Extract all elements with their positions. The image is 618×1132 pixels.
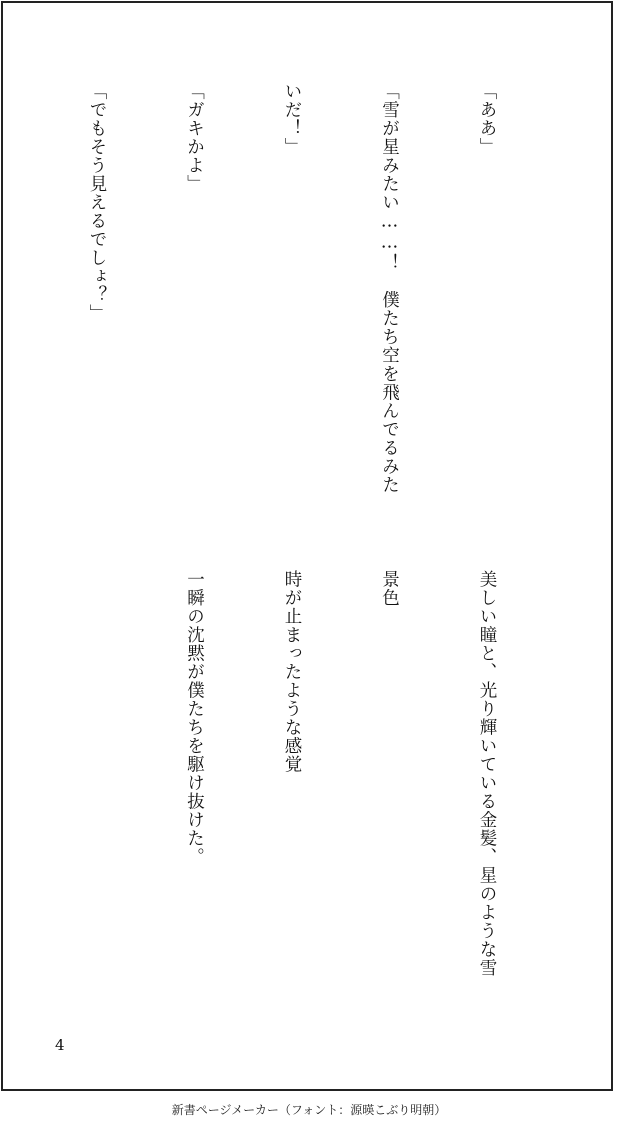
blank-line bbox=[0, 82, 16, 522]
page-number: 4 bbox=[55, 1036, 65, 1054]
text-line: 「ああ」 bbox=[477, 82, 497, 156]
text-line: 時が止まったような感覚 bbox=[282, 570, 302, 774]
text-line: いだ！」 bbox=[282, 82, 302, 156]
upper-text-column bbox=[48, 82, 568, 522]
lower-text-column bbox=[48, 570, 568, 1010]
footer-caption: 新書ページメーカー（フォント：源暎こぶり明朝） bbox=[171, 1103, 447, 1117]
text-line: 美しい瞳と、光り輝いている金髪、星のような雪 bbox=[477, 570, 497, 977]
blank-line bbox=[81, 570, 114, 1010]
text-line: 景色 bbox=[379, 570, 400, 607]
text-line: 「雪が星みたい……！ 僕たち空を飛んでるみた bbox=[379, 82, 400, 494]
blank-line bbox=[0, 570, 16, 1010]
text-line: 一瞬の沈黙が僕たちを駆け抜けた。 bbox=[184, 570, 205, 866]
text-line: 「でもそう見えるでしょ？」 bbox=[87, 82, 107, 323]
text-line: 「ガキかよ」 bbox=[184, 82, 205, 193]
